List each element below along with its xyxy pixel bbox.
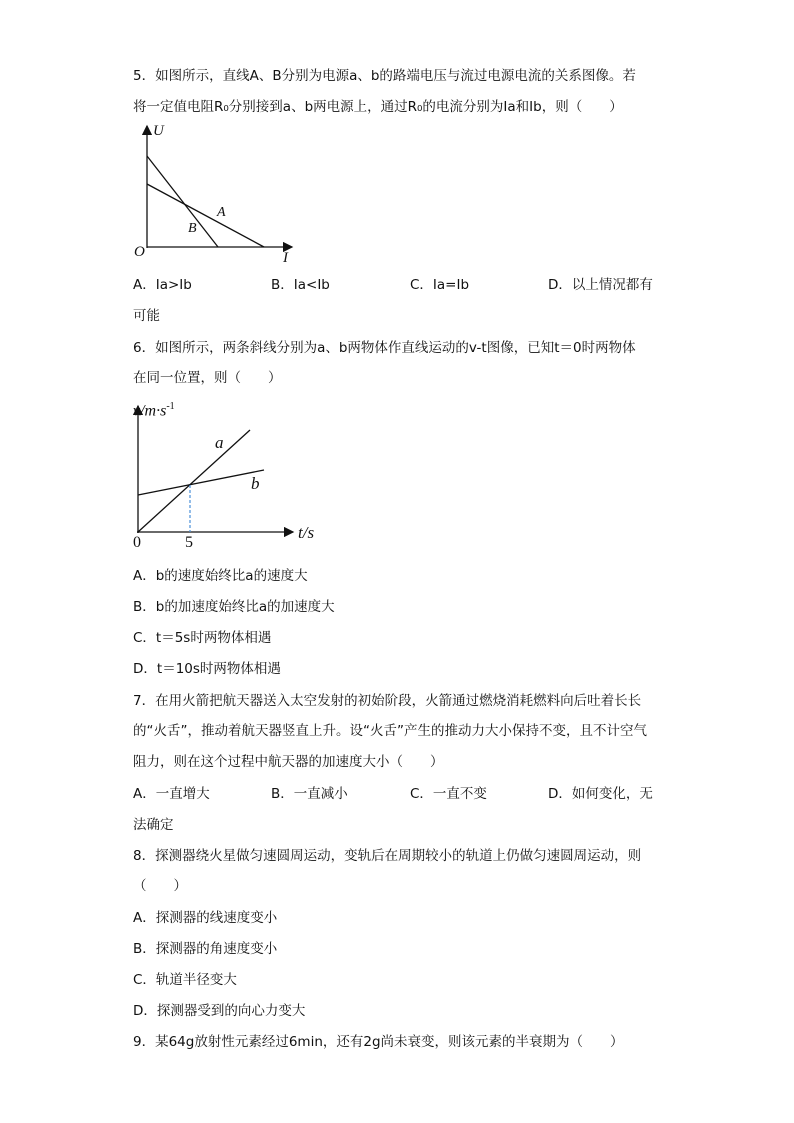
q9-stem-line1: 9．某64g放射性元素经过6min，还有2g尚未衰变，则该元素的半衰期为（ ）: [133, 1034, 624, 1050]
q7-option-a[interactable]: A．一直增大: [133, 786, 210, 802]
q7-option-d[interactable]: D．如何变化，无: [548, 786, 653, 802]
q8-option-d[interactable]: D．探测器受到的向心力变大: [133, 1003, 306, 1019]
q7-stem-line2: 的“火舌”，推动着航天器竖直上升。设“火舌”产生的推动力大小保持不变，且不计空气: [133, 723, 647, 739]
q7-stem-line1: 7．在用火箭把航天器送入太空发射的初始阶段，火箭通过燃烧消耗燃料向后吐着长长: [133, 693, 642, 709]
q6-stem-line2: 在同一位置，则（ ）: [133, 370, 282, 386]
q6-option-b[interactable]: B．b的加速度始终比a的加速度大: [133, 599, 335, 615]
q6-x-axis-text: t/s: [298, 523, 315, 542]
q5-ui-graph: [130, 120, 310, 270]
q7-option-d-cont: 法确定: [133, 817, 174, 833]
q6-y-axis-text: v/m·s: [133, 402, 167, 420]
q6-x-axis-label: [298, 523, 314, 543]
q5-line-a-label: A: [217, 205, 226, 220]
q5-option-b[interactable]: B．Ia<Ib: [271, 277, 330, 293]
q6-tick-5-label: 5: [185, 534, 193, 551]
q8-stem-line1: 8．探测器绕火星做匀速圆周运动，变轨后在周期较小的轨道上仍做匀速圆周运动，则: [133, 848, 642, 864]
q7-option-b[interactable]: B．一直减小: [271, 786, 348, 802]
q5-option-a[interactable]: A．Ia>Ib: [133, 277, 192, 293]
q6-line-a-label: a: [215, 433, 224, 452]
q5-x-axis-label: I: [283, 250, 288, 266]
q5-stem-line1: 5．如图所示，直线A、B分别为电源a、b的路端电压与流过电源电流的关系图像。若: [133, 68, 636, 84]
q6-line-b-label: b: [251, 474, 260, 493]
q5-option-c[interactable]: C．Ia=Ib: [410, 277, 470, 293]
q6-y-axis-sup: -1: [166, 401, 175, 412]
q5-line-a: [147, 184, 264, 247]
q5-option-d-cont: 可能: [133, 308, 160, 324]
q5-option-d[interactable]: D．以上情况都有: [548, 277, 653, 293]
q5-y-axis-label: U: [153, 123, 164, 139]
q5-stem-line2: 将一定值电阻R₀分别接到a、b两电源上，通过R₀的电流分别为Ia和Ib，则（ ）: [133, 99, 623, 115]
q6-y-axis-label: [133, 401, 175, 420]
q7-stem-line3: 阻力，则在这个过程中航天器的加速度大小（ ）: [133, 754, 444, 770]
q5-line-b: [147, 156, 218, 247]
q6-origin-label: 0: [133, 534, 141, 551]
q6-line-a: [138, 430, 250, 532]
q6-option-d[interactable]: D．t＝10s时两物体相遇: [133, 661, 281, 677]
q8-stem-line2: （ ）: [133, 878, 187, 894]
q6-option-a[interactable]: A．b的速度始终比a的速度大: [133, 568, 308, 584]
q7-option-c[interactable]: C．一直不变: [410, 786, 487, 802]
q6-stem-line1: 6．如图所示，两条斜线分别为a、b两物体作直线运动的v-t图像，已知t＝0时两物体: [133, 340, 636, 356]
q5-line-b-label: B: [188, 221, 197, 236]
q5-origin-label: O: [134, 244, 145, 260]
q8-option-c[interactable]: C．轨道半径变大: [133, 972, 237, 988]
q6-option-c[interactable]: C．t＝5s时两物体相遇: [133, 630, 272, 646]
q8-option-a[interactable]: A．探测器的线速度变小: [133, 910, 278, 926]
q8-option-b[interactable]: B．探测器的角速度变小: [133, 941, 278, 957]
